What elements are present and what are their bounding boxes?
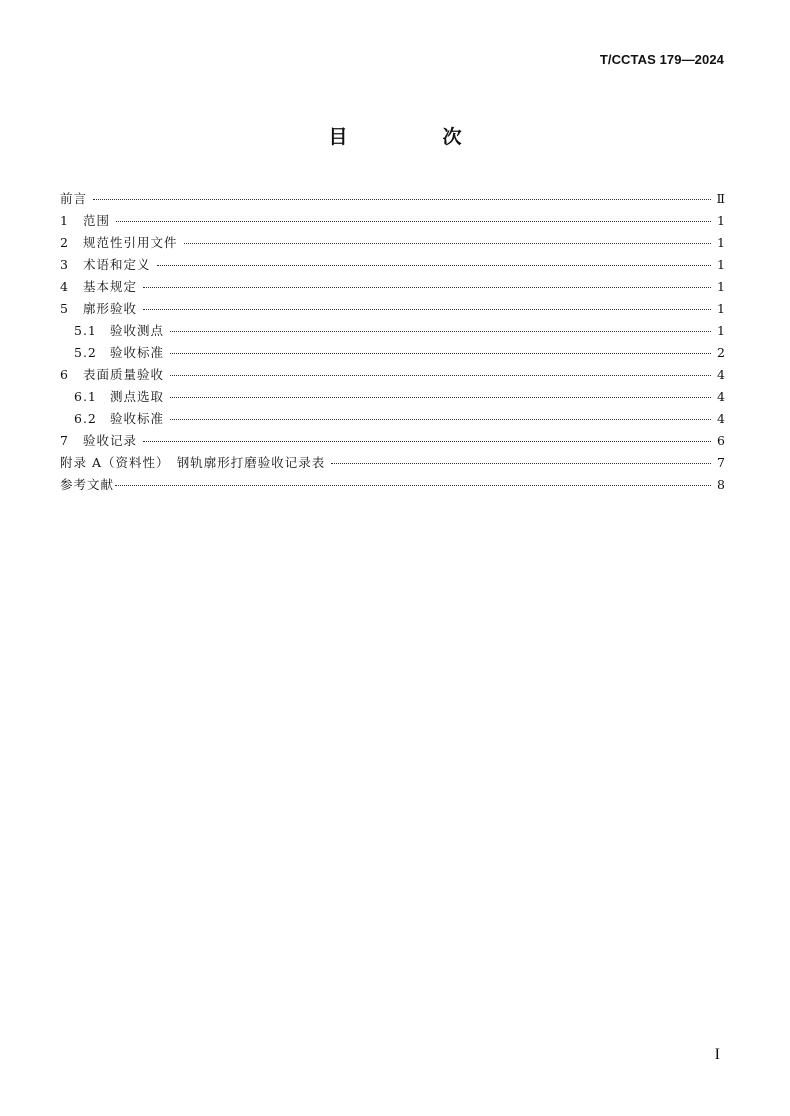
toc-entry-annex-a[interactable]	[60, 452, 725, 474]
toc-dot-leader	[331, 463, 711, 464]
toc-dot-leader	[143, 309, 711, 310]
toc-entry-6-1[interactable]	[60, 386, 725, 408]
toc-dot-leader	[93, 199, 710, 200]
toc-entry-page: 1	[717, 301, 725, 316]
toc-entry-6[interactable]	[60, 364, 725, 386]
toc-entry-3[interactable]	[60, 254, 725, 276]
toc-entry-text: 术语和定义	[83, 257, 151, 272]
toc-entry-number: 1	[60, 213, 68, 228]
document-code: T/CCTAS 179—2024	[599, 52, 724, 67]
toc-dot-leader	[116, 221, 711, 222]
toc-entry-page: 1	[717, 235, 725, 250]
toc-entry-number: 4	[60, 279, 68, 294]
toc-entry-6-2[interactable]	[60, 408, 725, 430]
toc-entry-2[interactable]	[60, 232, 725, 254]
toc-entry-text: 规范性引用文件	[83, 235, 178, 250]
toc-entry-number: 2	[60, 235, 68, 250]
toc-entry-text: 范围	[83, 213, 111, 228]
toc-entry-text: 前言	[60, 191, 88, 206]
page-number: I	[714, 1046, 720, 1063]
toc-entry-number: 7	[60, 433, 68, 448]
toc-entry-number: 6.1	[74, 389, 97, 404]
toc-entry-page: 7	[717, 455, 725, 470]
toc-entry-5[interactable]	[60, 298, 725, 320]
toc-entry-page: 4	[717, 411, 725, 426]
toc-dot-leader	[170, 331, 711, 332]
toc-entry-foreword[interactable]	[60, 188, 725, 210]
toc-entry-page: 8	[717, 477, 725, 492]
toc-entry-text: 验收记录	[83, 433, 138, 448]
toc-entry-5-2[interactable]	[60, 342, 725, 364]
toc-entry-1[interactable]	[60, 210, 725, 232]
toc-entry-page: 4	[717, 389, 725, 404]
toc-entry-number: 5.2	[74, 345, 97, 360]
toc-entry-page: 2	[717, 345, 725, 360]
toc-entry-text: 廓形验收	[83, 301, 138, 316]
toc-entry-page: 6	[717, 433, 725, 448]
toc-dot-leader	[184, 243, 712, 244]
toc-entry-page: Ⅱ	[716, 191, 725, 206]
toc-entry-text: 附录 A（资料性） 钢轨廓形打磨验收记录表	[60, 455, 326, 470]
toc-entry-7[interactable]	[60, 430, 725, 452]
toc-entry-number: 6	[60, 367, 68, 382]
toc-entry-page: 1	[717, 257, 725, 272]
toc-entry-page: 4	[717, 367, 725, 382]
toc-entry-text: 基本规定	[83, 279, 138, 294]
toc-entry-4[interactable]	[60, 276, 725, 298]
toc-dot-leader	[170, 397, 711, 398]
toc-title: 目 次	[328, 126, 500, 148]
toc-dot-leader	[115, 485, 711, 486]
toc-entry-number: 3	[60, 257, 68, 272]
toc-entry-text: 表面质量验收	[83, 367, 165, 382]
toc-entry-text: 验收标准	[110, 411, 165, 426]
toc-dot-leader	[170, 353, 711, 354]
toc-entry-5-1[interactable]	[60, 320, 725, 342]
toc-entry-bibliography[interactable]	[60, 474, 725, 496]
toc-entry-number: 5.1	[74, 323, 97, 338]
toc-entry-page: 1	[717, 213, 725, 228]
toc-entry-page: 1	[717, 323, 725, 338]
toc-entry-text: 参考文献	[60, 477, 115, 492]
toc-entry-number: 5	[60, 301, 68, 316]
toc-dot-leader	[170, 375, 711, 376]
toc-entry-text: 验收测点	[110, 323, 165, 338]
toc-dot-leader	[170, 419, 711, 420]
toc-list	[60, 188, 725, 496]
toc-entry-number: 6.2	[74, 411, 97, 426]
toc-dot-leader	[143, 441, 711, 442]
toc-entry-text: 验收标准	[110, 345, 165, 360]
toc-entry-text: 测点选取	[110, 389, 165, 404]
toc-entry-page: 1	[717, 279, 725, 294]
toc-dot-leader	[143, 287, 711, 288]
toc-dot-leader	[157, 265, 712, 266]
